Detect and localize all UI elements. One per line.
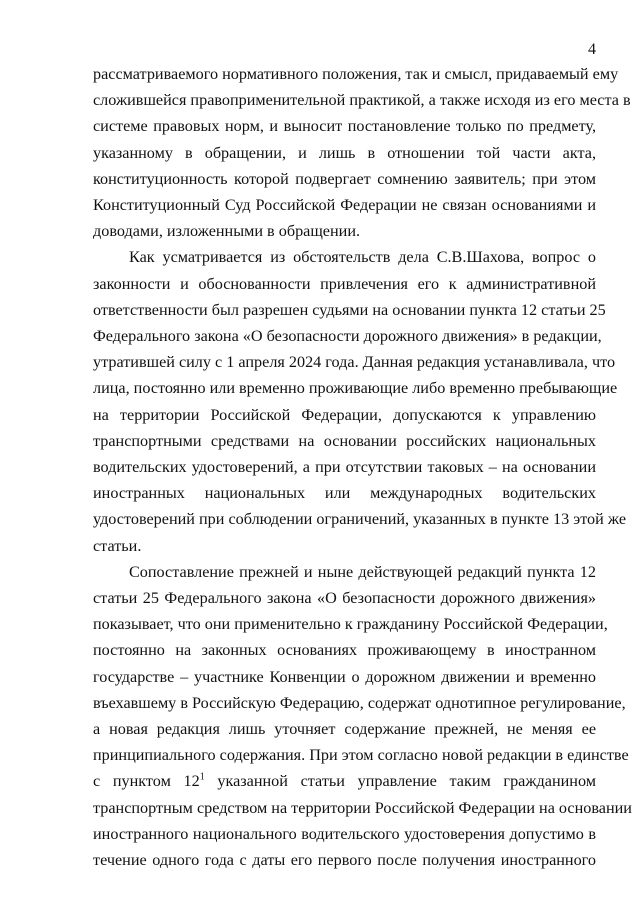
text-line: течение одного года с даты его первого после получения иностранного: [93, 851, 596, 870]
text-line: на территории Российской Федерации, допускаются к управлению: [93, 405, 596, 424]
text-segment: указанной статьи управление таким гражданином: [204, 772, 596, 791]
text-line: Как усматривается из обстоятельств дела С.В.Шахова, вопрос о: [129, 248, 596, 267]
paragraph-1: [93, 61, 631, 244]
text-line: водительских удостоверений, а при отсутствии таковых – на основании: [93, 458, 596, 477]
text-line: рассматриваемого нормативного положения, так и смысл, придаваемый ему: [93, 65, 619, 83]
paragraph-3: [93, 559, 632, 873]
text-line: доводами, изложенными в обращении.: [93, 222, 361, 241]
text-line: въехавшему в Российскую Федерацию, содержат однотипное регулирование,: [93, 693, 626, 712]
paragraph-2: [93, 244, 627, 558]
text-line: принципиального содержания. При этом согласно новой редакции в единстве: [93, 746, 629, 765]
text-line: конституционность которой подвергает сомнению заявитель; при этом: [93, 169, 596, 188]
text-line: ответственности был разрешен судьями на основании пункта 12 статьи 25: [93, 300, 606, 319]
text-line: утратившей силу с 1 апреля 2024 года. Данная редакция устанавливала, что: [93, 353, 616, 372]
text-line: а новая редакция лишь уточняет содержание прежней, не меняя ее: [93, 720, 596, 739]
text-line: государстве – участнике Конвенции о дорожном движении и временно: [93, 667, 596, 686]
text-line: законности и обоснованности привлечения его к административной: [93, 274, 596, 293]
text-line: транспортным средством на территории Российской Федерации на основании: [93, 798, 632, 817]
text-line: постоянно на законных основаниях проживающему в иностранном: [93, 641, 596, 660]
text-line: показывает, что они применительно к гражданину Российской Федерации,: [93, 615, 608, 634]
text-line: системе правовых норм, и выносит постановление только по предмету,: [93, 117, 596, 136]
text-line-with-superscript: [93, 768, 596, 794]
document-body: [93, 61, 632, 873]
text-line: лица, постоянно или временно проживающие либо временно пребывающие: [93, 379, 618, 398]
superscript-index: 1: [199, 772, 205, 784]
text-line: Федерального закона «О безопасности дорожного движения» в редакции,: [93, 327, 602, 346]
text-line: удостоверений при соблюдении ограничений, указанных в пункте 13 этой же: [93, 510, 627, 529]
text-line: иностранного национального водительского удостоверения допустимо в: [93, 824, 596, 843]
text-line: Сопоставление прежней и ныне действующей редакций пункта 12: [129, 562, 596, 581]
page-number: 4: [588, 41, 596, 58]
text-line: указанному в обращении, и лишь в отношении той части акта,: [93, 143, 596, 162]
text-line: статьи.: [93, 536, 142, 555]
text-line: Конституционный Суд Российской Федерации не связан основаниями и: [93, 196, 596, 215]
text-line: транспортными средствами на основании российских национальных: [93, 431, 596, 450]
text-segment: с пунктом 12: [93, 772, 200, 791]
text-line: иностранных национальных или международных водительских: [93, 484, 596, 503]
text-line: статьи 25 Федерального закона «О безопасности дорожного движения»: [93, 589, 596, 608]
text-line: сложившейся правоприменительной практикой, а также исходя из его места в: [93, 91, 631, 110]
